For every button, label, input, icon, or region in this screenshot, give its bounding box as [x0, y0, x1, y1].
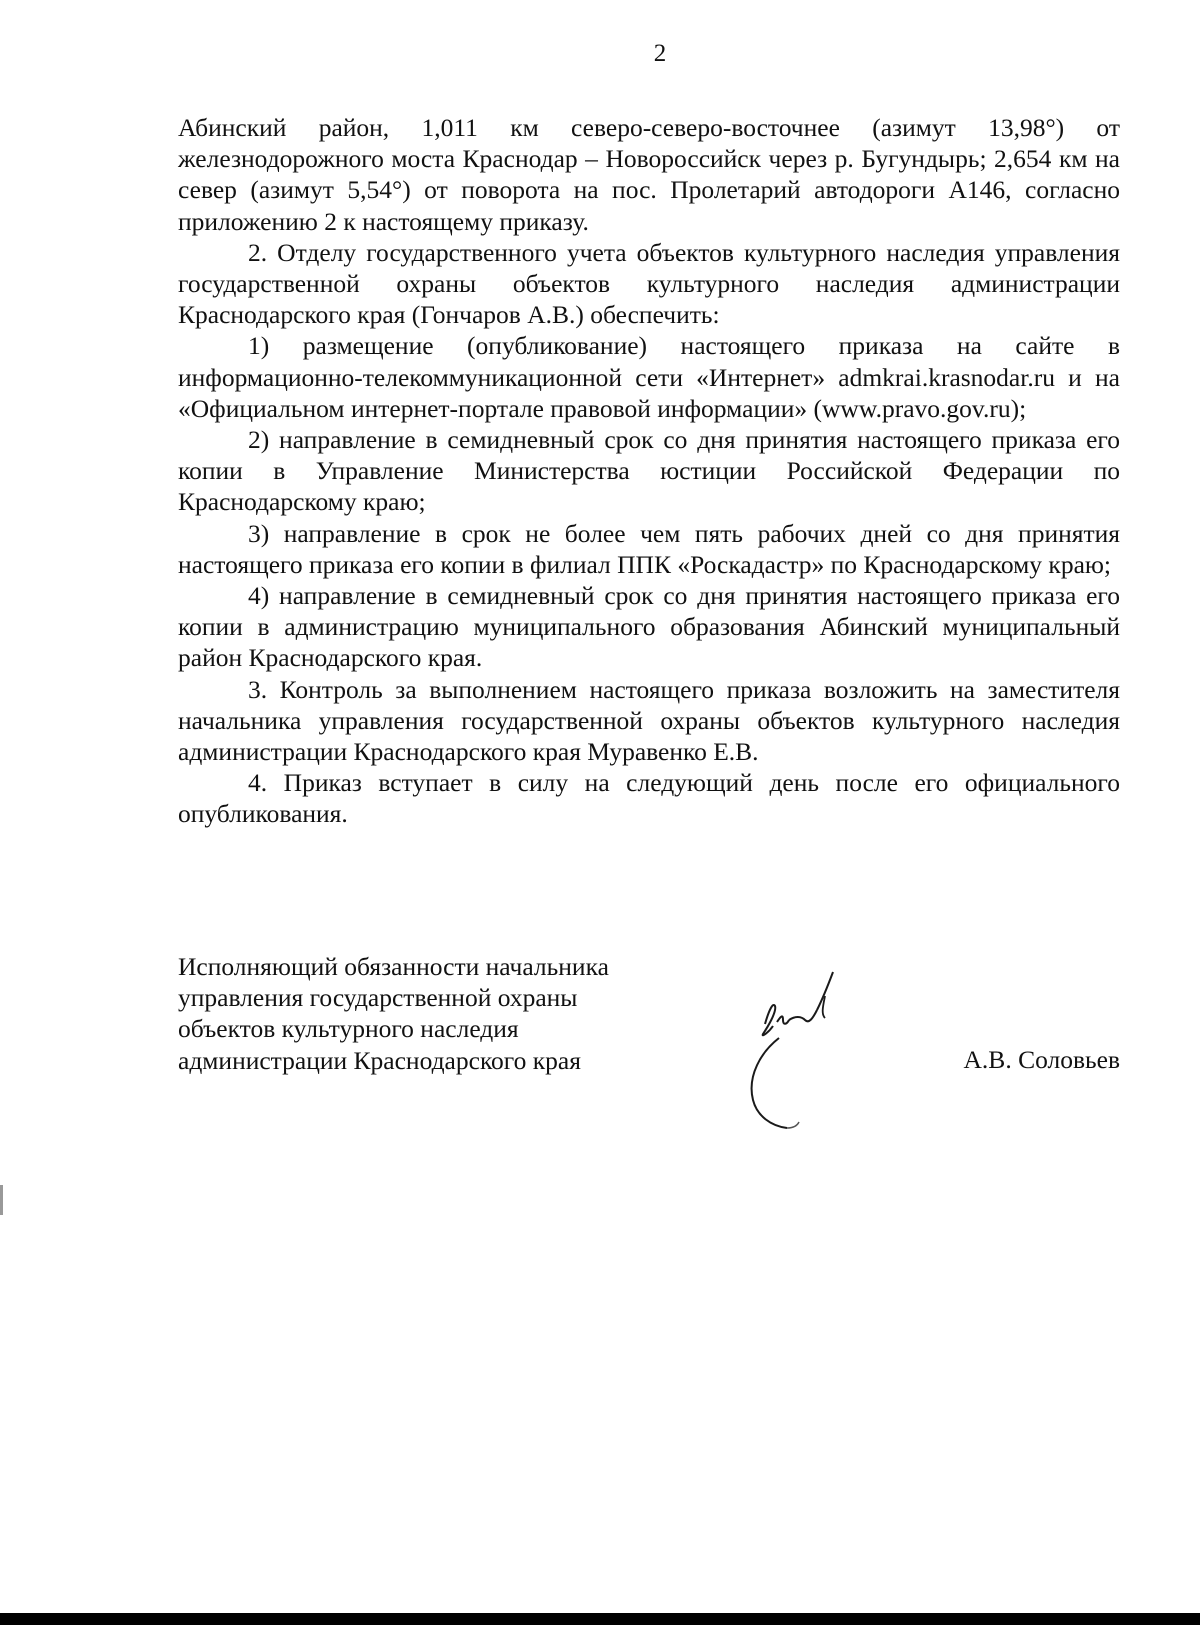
paragraph-continuation: Абинский район, 1,011 км северо-северо-восточнее (азимут 13,98°) от железнодорожного моста Краснодар – Новороссийск через р. Бугундырь; 2,654 км на север (азимут 5,54°) от поворота на пос. Пролетарий автодороги А146, согласно приложению 2 к настоящему приказу.	[178, 113, 1120, 236]
paragraph-subitem-1: 1) размещение (опубликование) настоящего приказа на сайте в информационно-телекоммуникационной сети «Интернет» admkrai.krasnodar.ru и на «Официальном интернет-портале правовой информации» (www.pravo.gov.ru);	[178, 331, 1120, 423]
paragraph-item-4: 4. Приказ вступает в силу на следующий день после его официального опубликования.	[178, 768, 1120, 829]
signer-position-line: Исполняющий обязанности начальника	[178, 952, 609, 981]
paragraph-item-3: 3. Контроль за выполнением настоящего приказа возложить на заместителя начальника управления государственной охраны объектов культурного наследия администрации Краснодарского края Муравенко Е.В.	[178, 674, 1120, 767]
scan-bottom-edge	[0, 1613, 1200, 1625]
paragraph-subitem-4: 4) направление в семидневный срок со дня принятия настоящего приказа его копии в администрацию муниципального образования Абинский муниципальный район Краснодарского края.	[178, 581, 1120, 673]
paragraph-subitem-2: 2) направление в семидневный срок со дня принятия настоящего приказа его копии в Управление Министерства юстиции Российской Федерации по Краснодарскому краю;	[178, 425, 1120, 517]
signer-position-line: администрации Краснодарского края	[178, 1045, 581, 1075]
document-body	[178, 112, 1120, 830]
handwritten-signature	[743, 966, 873, 1136]
signature-block	[178, 951, 1120, 1171]
scan-edge-mark	[0, 1185, 3, 1215]
signer-position-line: объектов культурного наследия	[178, 1014, 519, 1044]
page-number: 2	[653, 40, 667, 67]
paragraph-subitem-3: 3) направление в срок не более чем пять рабочих дней со дня принятия настоящего приказа его копии в филиал ППК «Роскадастр» по Краснодарскому краю;	[178, 518, 1120, 579]
paragraph-item-2: 2. Отделу государственного учета объектов культурного наследия управления государственной охраны объектов культурного наследия администрации Краснодарского края (Гончаров А.В.) обеспечить:	[178, 237, 1120, 330]
signer-position-line: управления государственной охраны	[178, 983, 578, 1013]
signer-name: А.В. Соловьев	[963, 1045, 1120, 1074]
